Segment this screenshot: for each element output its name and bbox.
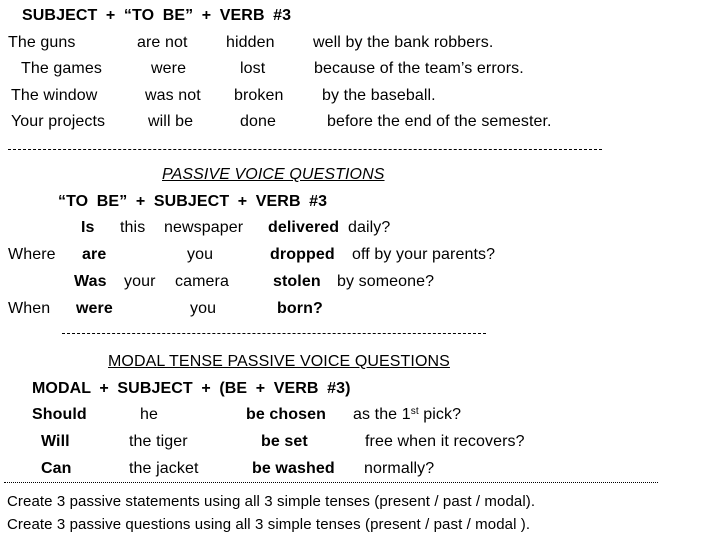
s2-row4-tobe: were: [76, 300, 113, 317]
s3-row1-modal: Should: [32, 406, 87, 423]
s2-row4-wh: When: [8, 300, 51, 317]
s2-row3-rest: by someone?: [337, 273, 435, 290]
s1-row2-subject: The games: [21, 60, 102, 77]
s3-row1-verb: be chosen: [246, 406, 327, 423]
section2-divider: [62, 333, 486, 334]
section1-header: SUBJECT + “TO BE” + VERB #3: [22, 7, 292, 24]
s1-row1-verb: hidden: [226, 34, 275, 51]
s1-row4-verb: done: [240, 113, 276, 130]
s1-row4-subject: Your projects: [11, 113, 106, 130]
s1-row3-tobe: was not: [145, 87, 201, 104]
s3-row2-modal: Will: [41, 433, 70, 450]
s3-row3-rest: normally?: [364, 460, 435, 477]
s3-row3-verb: be washed: [252, 460, 335, 477]
s3-row3-modal: Can: [41, 460, 72, 477]
s1-row1-rest: well by the bank robbers.: [313, 34, 494, 51]
s3-row2-verb: be set: [261, 433, 308, 450]
section2-title: PASSIVE VOICE QUESTIONS: [162, 166, 385, 183]
s1-row1-subject: The guns: [8, 34, 76, 51]
section2-header: “TO BE” + SUBJECT + VERB #3: [58, 193, 328, 210]
s2-row2-rest: off by your parents?: [352, 246, 496, 263]
s2-row4-subject: you: [190, 300, 217, 317]
s3-row1-rest: [353, 406, 461, 424]
s2-row4-verb: born?: [277, 300, 323, 317]
s1-row2-tobe: were: [151, 60, 187, 77]
s2-row1-tobe: Is: [81, 219, 95, 236]
s1-row2-rest: because of the team’s errors.: [314, 60, 524, 77]
s2-row1-subject-b: newspaper: [164, 219, 244, 236]
s2-row3-subject-a: your: [124, 273, 156, 290]
s2-row1-subject-a: this: [120, 219, 146, 236]
section3-header: MODAL + SUBJECT + (BE + VERB #3): [32, 380, 351, 397]
s3-row1-subject: he: [140, 406, 158, 423]
s1-row3-verb: broken: [234, 87, 284, 104]
ordinal-suffix: st: [410, 406, 419, 417]
s1-row3-subject: The window: [11, 87, 98, 104]
s1-row1-tobe: are not: [137, 34, 188, 51]
s3-row2-subject: the tiger: [129, 433, 188, 450]
instruction-1: Create 3 passive statements using all 3 simple tenses (present / past / modal).: [7, 493, 536, 510]
instruction-2: Create 3 passive questions using all 3 simple tenses (present / past / modal ).: [7, 516, 531, 533]
s1-row4-tobe: will be: [148, 113, 194, 130]
s1-row2-verb: lost: [240, 60, 266, 77]
s2-row3-tobe: Was: [74, 273, 107, 290]
s2-row3-verb: stolen: [273, 273, 321, 290]
s2-row1-verb: delivered: [268, 219, 340, 236]
s1-row4-rest: before the end of the semester.: [327, 113, 552, 130]
s2-row2-subject: you: [187, 246, 214, 263]
s2-row2-tobe: are: [82, 246, 107, 263]
s2-row3-subject-b: camera: [175, 273, 229, 290]
s1-row3-rest: by the baseball.: [322, 87, 436, 104]
s3-row3-subject: the jacket: [129, 460, 199, 477]
s3-row1-rest-tail: pick?: [418, 406, 462, 423]
s2-row2-verb: dropped: [270, 246, 335, 263]
section-divider: [8, 149, 602, 150]
s2-row2-wh: Where: [8, 246, 56, 263]
instructions-divider: [4, 482, 658, 483]
s3-row2-rest: free when it recovers?: [365, 433, 525, 450]
s2-row1-rest: daily?: [348, 219, 391, 236]
s3-row1-rest-text: as the 1: [353, 406, 411, 423]
section3-title: MODAL TENSE PASSIVE VOICE QUESTIONS: [108, 353, 450, 370]
